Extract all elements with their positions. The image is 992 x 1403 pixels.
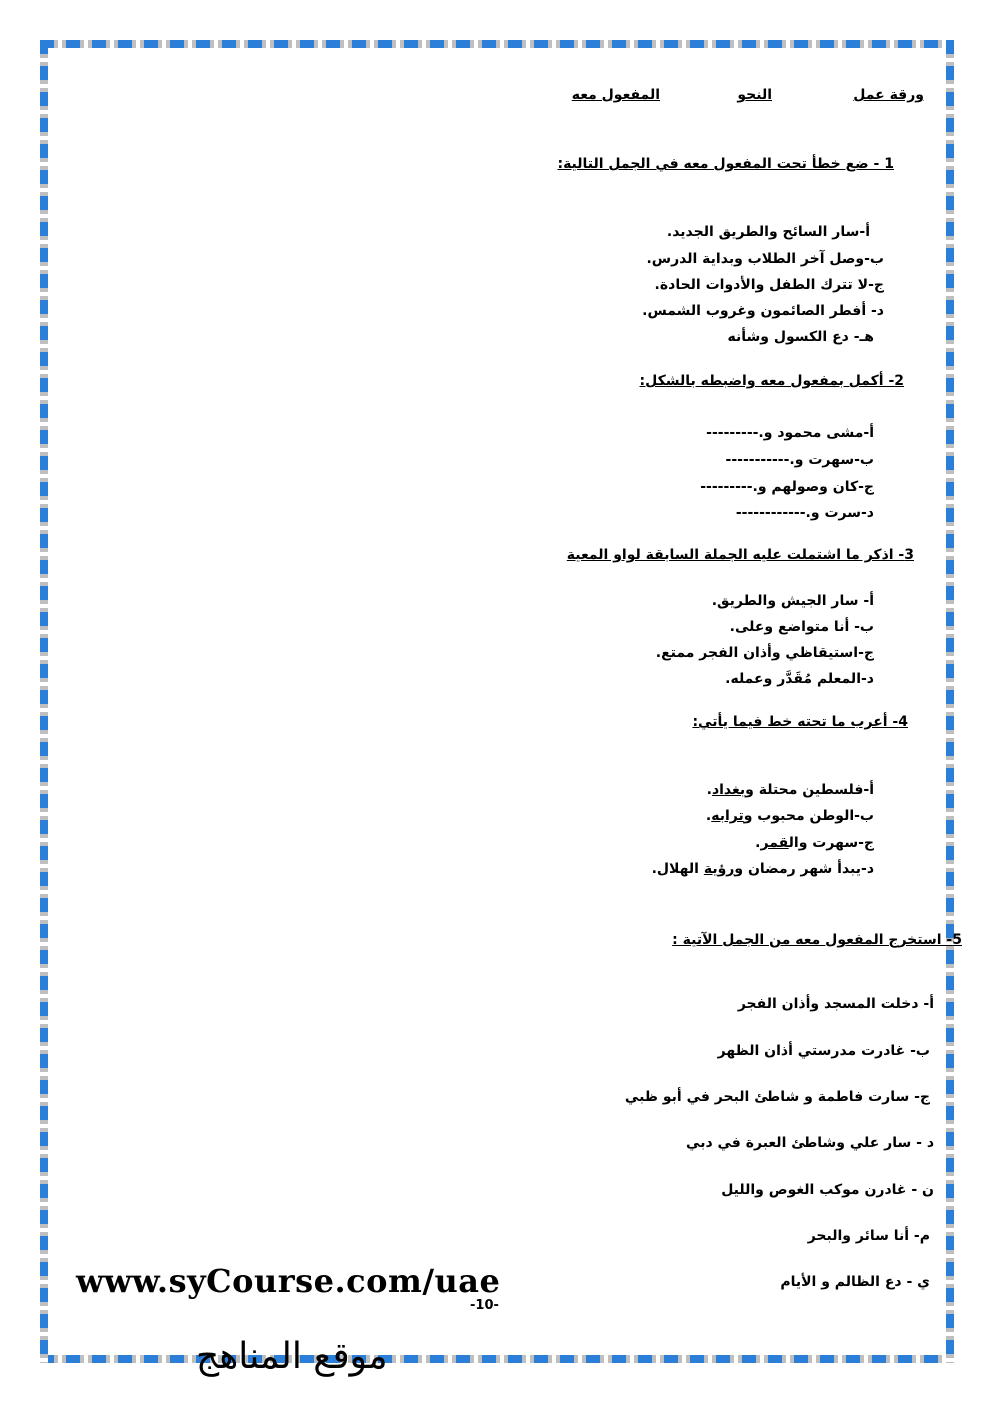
q4-item-text: . xyxy=(705,808,712,824)
q5-item: م- أنا سائر والبحر xyxy=(807,1228,930,1244)
topic-label: المفعول معه xyxy=(571,87,660,103)
q2-item: أ-مشى محمود و.--------- xyxy=(706,425,874,441)
q1-item: هـ- دع الكسول وشأنه xyxy=(727,329,874,345)
q4-item-text: ج-سهرت وال xyxy=(788,835,874,851)
page-border-top xyxy=(40,40,954,48)
q4-title: 4- أعرب ما تحته خط فيما يأتي: xyxy=(692,714,908,730)
q3-title: 3- اذكر ما اشتملت عليه الجملة السابقة لواو المعية xyxy=(566,547,914,563)
site-name-watermark: موقع المناهج xyxy=(196,1336,388,1377)
q4-underlined-word: قمر xyxy=(760,835,789,851)
worksheet-label: ورقة عمل xyxy=(853,87,924,103)
q2-item: ج-كان وصولهم و.--------- xyxy=(700,479,874,495)
q3-item: ج-استيقاظي وأذان الفجر ممتع. xyxy=(655,645,874,661)
q4-item-text: . xyxy=(755,835,761,851)
q4-item-text: أ-فلسطين محتلة و xyxy=(745,782,874,798)
q1-item: أ-سار السائح والطريق الجديد. xyxy=(666,224,870,240)
q3-item: ب- أنا متواضع وعلى. xyxy=(729,619,874,635)
q5-title: 5- استخرج المفعول معه من الجمل الآتية : xyxy=(672,932,962,948)
q1-item: د- أفطر الصائمون وغروب الشمس. xyxy=(642,303,884,319)
q5-item: أ- دخلت المسجد وأذان الفجر xyxy=(737,996,934,1012)
q5-item: ب- غادرت مدرستي أذان الظهر xyxy=(717,1043,930,1059)
q1-item: ب-وصل آخر الطلاب وبداية الدرس. xyxy=(646,251,884,267)
q5-item: ج- سارت فاطمة و شاطئ البحر في أبو ظبي xyxy=(624,1089,930,1105)
subject-label: النحو xyxy=(737,87,772,103)
q2-item: ب-سهرت و.----------- xyxy=(725,452,874,468)
q1-title: 1 - ضع خطأ تحت المفعول معه في الجمل التالية: xyxy=(557,156,894,172)
q4-item-text: الهلال. xyxy=(651,861,704,877)
q4-underlined-word: ترابه xyxy=(711,808,744,824)
q4-item xyxy=(707,781,874,799)
q4-item xyxy=(755,834,874,852)
q2-title-text: 2- أكمل بمفعول معه واضبطه بالشكل: xyxy=(639,373,904,389)
page-number: -10- xyxy=(470,1298,499,1313)
q4-item xyxy=(652,860,874,878)
q4-underlined-word: رؤية xyxy=(703,861,735,877)
q4-item-text: ب-الوطن محبوب و xyxy=(743,808,874,824)
q5-item: ن - غادرن موكب الغوص والليل xyxy=(721,1182,934,1198)
q4-item-text: . xyxy=(706,782,712,798)
page-border-right xyxy=(946,40,954,1363)
page-border-left xyxy=(40,40,48,1363)
q4-item xyxy=(706,807,874,825)
footer-url: www.syCourse.com/uae xyxy=(76,1262,501,1300)
q4-underlined-word: بغداد xyxy=(711,782,746,798)
q5-item: د - سار علي وشاطئ العبرة في دبي xyxy=(686,1135,934,1151)
page-border-bottom xyxy=(40,1355,954,1363)
q4-item-text: د-يبدأ شهر رمضان و xyxy=(734,861,874,877)
q2-title xyxy=(640,372,904,390)
q5-item: ي - دع الظالم و الأيام xyxy=(780,1274,930,1290)
q3-item: د-المعلم مُقَدَّر وعمله. xyxy=(725,671,874,687)
q1-item: ج-لا تترك الطفل والأدوات الحادة. xyxy=(654,277,884,293)
q3-item: أ- سار الجيش والطريق. xyxy=(711,593,874,609)
q2-item: د-سرت و.------------ xyxy=(735,505,874,521)
